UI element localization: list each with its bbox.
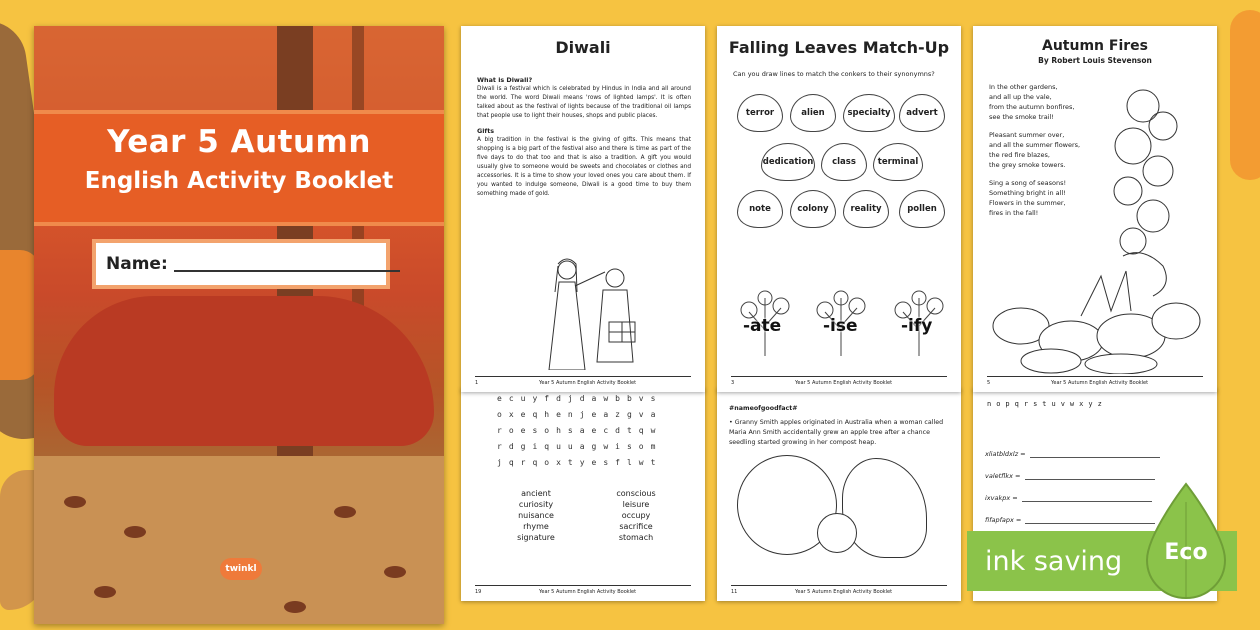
footer-text: Year 5 Autumn English Activity Booklet xyxy=(795,589,893,595)
leaf-word: terror xyxy=(737,94,783,132)
diwali-illustration xyxy=(537,252,657,370)
apple-illustration xyxy=(817,513,857,553)
grid-row: roesohsaecdtqw xyxy=(497,426,663,435)
ground-leaf xyxy=(384,566,406,578)
cover-title-banner xyxy=(34,110,444,226)
section-text: A big tradition in the festival is the giving of gifts. This means that shopping is a big part of the festival also and there is time as part of the five days to do that too and that is also a tradition. A gift you would usually give to someone would be sweets and chocolates or clothes and accessories. It is a time to show your loved ones you care about them. If you wanted to indulge someone, Diwali is a good time to buy them something made of gold. xyxy=(477,137,691,197)
footer-text: Year 5 Autumn English Activity Booklet xyxy=(795,380,893,386)
page-footer xyxy=(731,376,947,386)
background-pumpkin-decoration-right xyxy=(1230,10,1260,180)
poem-line: Flowers in the summer, xyxy=(989,199,1066,207)
wordsearch-page xyxy=(461,388,705,601)
leaf-word: pollen xyxy=(899,190,945,228)
code-word: xliatbldxlz = xyxy=(985,450,1026,458)
answer-line xyxy=(1025,516,1155,524)
page-title: Falling Leaves Match-Up xyxy=(728,38,950,57)
poem-line: fires in the fall! xyxy=(989,209,1039,217)
answer-line xyxy=(1030,450,1160,458)
page-footer xyxy=(987,376,1203,386)
page-title: Diwali xyxy=(555,38,611,57)
fact-heading: #nameofgoodfact# xyxy=(729,405,798,412)
name-line xyxy=(174,270,400,272)
poem-line: and all up the vale, xyxy=(989,93,1052,101)
grid-row: ecuyfdjdawbbvs xyxy=(497,394,663,403)
suffix-label: -ise xyxy=(823,316,858,336)
word-item: sacrifice xyxy=(619,522,653,531)
poem-line: In the other gardens, xyxy=(989,83,1058,91)
section-heading: Gifts xyxy=(477,127,495,135)
leaf-word: terminal xyxy=(873,143,923,181)
word-item: leisure xyxy=(622,500,650,509)
poem-author: By Robert Louis Stevenson xyxy=(1038,56,1152,65)
page-number: 1 xyxy=(475,380,479,386)
page-number: 5 xyxy=(987,380,991,386)
leaf-word: note xyxy=(737,190,783,228)
poem-line: Something bright in all! xyxy=(989,189,1066,197)
ink-saving-text: ink saving xyxy=(985,545,1123,577)
word-item: occupy xyxy=(621,511,651,520)
leaves-question: Can you draw lines to match the conkers to their synonymns? xyxy=(733,70,935,78)
section-heading: What is Diwali? xyxy=(477,76,533,84)
poem-line: see the smoke trail! xyxy=(989,113,1054,121)
poem-line: Pleasant summer over, xyxy=(989,131,1065,139)
cover-ground xyxy=(34,456,444,624)
facts-page xyxy=(717,388,961,601)
grid-row: jqrqoxtyesflwt xyxy=(497,458,663,467)
twinkl-logo: twinkl xyxy=(220,558,262,580)
word-item: nuisance xyxy=(518,511,554,520)
fact-body: • Granny Smith apples originated in Australia when a woman called Maria Ann Smith accidentally grew an apple tree after a chance seedling started growing in her compost heap. xyxy=(729,419,944,446)
word-item: stomach xyxy=(618,533,654,542)
footer-text: Year 5 Autumn English Activity Booklet xyxy=(539,589,637,595)
word-item: rhyme xyxy=(523,522,549,531)
page-footer xyxy=(475,585,691,595)
ground-leaf xyxy=(64,496,86,508)
turkey-illustration xyxy=(842,458,927,558)
page-footer xyxy=(475,376,691,386)
name-label: Name: xyxy=(106,254,168,274)
code-row xyxy=(985,458,1205,480)
code-word: ixvakpx = xyxy=(985,494,1018,502)
code-row xyxy=(985,436,1205,458)
cover-title: Year 5 Autumn xyxy=(107,124,371,160)
diwali-body xyxy=(477,70,691,199)
suffix-label: -ate xyxy=(743,316,782,336)
leaf-word: reality xyxy=(843,190,889,228)
fires-page xyxy=(973,26,1217,392)
footer-text: Year 5 Autumn English Activity Booklet xyxy=(539,380,637,386)
cover-subtitle: English Activity Booklet xyxy=(84,168,394,194)
poem-line: Sing a song of seasons! xyxy=(989,179,1067,187)
leaf-word: dedication xyxy=(761,143,815,181)
ground-leaf xyxy=(94,586,116,598)
booklet-cover xyxy=(34,26,444,624)
eco-label: Eco xyxy=(1164,540,1208,565)
word-item: curiosity xyxy=(518,500,554,509)
page-number: 11 xyxy=(731,589,738,595)
page-footer xyxy=(731,585,947,595)
grid-row: oxeqhenjeazgva xyxy=(497,410,663,419)
code-word: valetflkx = xyxy=(985,472,1021,480)
alphabet-row: nopqrstuvwxyz xyxy=(987,400,1107,408)
grid-row: rdgiquuagwisom xyxy=(497,442,663,451)
word-item: conscious xyxy=(616,489,656,498)
word-item: signature xyxy=(517,533,555,542)
suffix-label: -ify xyxy=(901,316,933,336)
word-list-right xyxy=(591,488,681,543)
answer-line xyxy=(1022,494,1152,502)
name-box xyxy=(92,239,390,289)
ground-leaf xyxy=(284,601,306,613)
leaf-word: advert xyxy=(899,94,945,132)
ground-leaf xyxy=(124,526,146,538)
leaf-word: alien xyxy=(790,94,836,132)
leaf-word: colony xyxy=(790,190,836,228)
footer-text: Year 5 Autumn English Activity Booklet xyxy=(1051,380,1149,386)
poem-line: the red fire blazes, xyxy=(989,151,1050,159)
code-word: fifapfapx = xyxy=(985,516,1022,524)
poem-line: the grey smoke towers. xyxy=(989,161,1066,169)
answer-line xyxy=(1025,472,1155,480)
word-list-left xyxy=(491,488,581,543)
poem-line: and all the summer flowers, xyxy=(989,141,1081,149)
bonfire-stones-illustration xyxy=(991,266,1201,374)
leaf-word: class xyxy=(821,143,867,181)
cover-red-bush xyxy=(54,296,434,446)
page-number: 3 xyxy=(731,380,735,386)
cover-canopy xyxy=(34,26,444,116)
word-item: ancient xyxy=(521,489,551,498)
section-text: Diwali is a festival which is celebrated by Hindus in India and all around the world. The word Diwali means 'rows of lighted lamps'. It is often talked about as the festival of lights because of the traditional oil lamps that people use to light their houses, shops and public places. xyxy=(477,86,691,119)
fact-text xyxy=(729,404,949,448)
diwali-page xyxy=(461,26,705,392)
page-number: 19 xyxy=(475,589,482,595)
poem-line: from the autumn bonfires, xyxy=(989,103,1075,111)
word-list xyxy=(491,488,681,543)
ground-leaf xyxy=(334,506,356,518)
page-title: Autumn Fires xyxy=(1042,38,1148,54)
leaf-word: specialty xyxy=(843,94,895,132)
leaves-page xyxy=(717,26,961,392)
